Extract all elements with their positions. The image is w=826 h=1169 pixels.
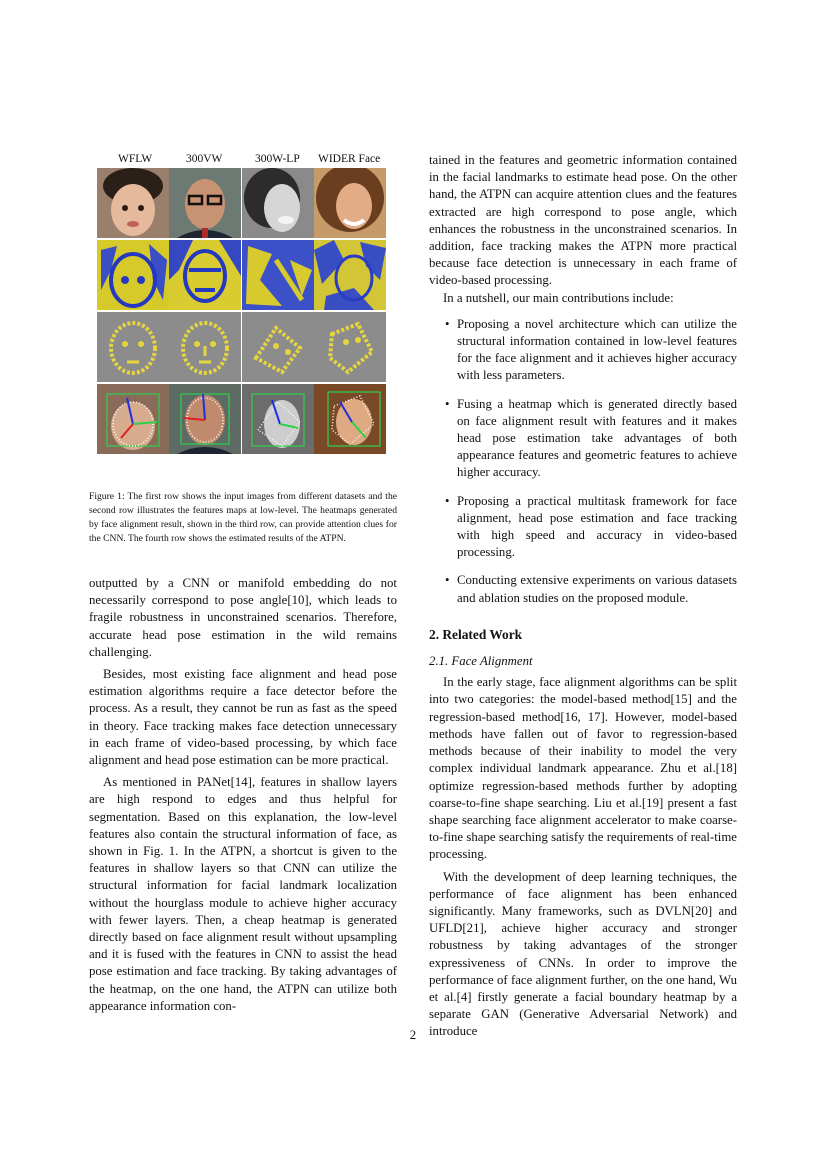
page-number: 2 [409,1028,417,1042]
paragraph: In a nutshell, our main contributions include: [443,290,674,305]
label-300vw: 300VW [186,153,223,165]
result-wider-face [314,384,386,454]
paragraph: With the development of deep learning techniques, the performance of face alignment has been enhanced significantly. Many frameworks, such as DVLN[20] and UFLD[21], achieve higher accuracy and stronger robustness by taking advantages of the stronger expressiveness of CNNs. In order to improve the performance of face alignment further, on the one hand, Wu et al.[4] firstly generate a facial boundary heatmap by a separate GAN (Generative Adversarial Network) and introduce [429,869,737,1039]
feature-map-300vw [169,240,241,310]
feature-map-wflw [97,240,169,310]
section-heading: 2. Related Work [429,626,523,642]
list-item: • Fusing a heatmap which is generated directly based on face alignment result with features and it makes head pose estimation take advantages of both appearance features and geometric features to achieve higher accuracy. [429,396,737,482]
heatmap-300vw [169,312,241,382]
input-image-300vw [169,168,241,238]
heatmap-wider-face [314,312,386,382]
paragraph: As mentioned in PANet[14], features in shallow layers are high respond to edges and thus helpful for segmentation. Based on this explanation, the low-level features also contain the structural information of face, as shown in Fig. 1. In the ATPN, a shortcut is given to the features in shallow layers so that CNN can utilize the structural information for facial landmark localization without the hourglass module to achieve higher accuracy with fewer layers. Then, a cheap heatmap is generated directly based on face alignment result without upsampling and it is fused with the features in CNN to assist the head pose estimation and face tracking. By taking advantages of the heatmap, on the one hand, the ATPN can utilize both appearance information con- [89,775,397,1013]
result-300w-lp [242,384,314,454]
figure-column-labels [97,152,386,168]
paragraph: tained in the features and geometric information contained in the facial landmarks to estimate head pose. On the other hand, the ATPN can acquire attention clues and the features extracted are high correspond to pose angle, which enhances the robustness in the unconstrained scenarios. In addition, face tracking makes the ATPN more practical because face detection is unnecessary in each frame of video-based processing. [429,153,737,288]
result-wflw [97,384,169,454]
list-item: • Proposing a practical multitask framework for face alignment, head pose estimation and face tracking with high speed and accuracy in video-based processing. [429,493,737,562]
result-300vw [169,384,241,454]
figure-1-caption: Figure 1: The first row shows the input images from different datasets and the second row illustrates the features maps at low-level. The heatmaps generated by face alignment result, shown in the third row, can provide attention clues for the CNN. The fourth row shows the estimated results of the ATPN. [89,490,397,544]
heatmap-300w-lp [242,312,314,382]
paragraph: In the early stage, face alignment algorithms can be split into two categories: the model-based method[15] and the regression-based method[16, 17]. However, model-based methods have fallen out of favor to regression-based methods because of their inability to model the very complex individual landmark appearance. Zhu et al.[18] optimize regression-based methods further by adopting coarse-to-fine shape searching. Liu et al.[19] present a fast shape searching face alignment accelerator to make coarse-to-fine shape searching satisfy the requirements of real-time processing. [429,675,737,862]
feature-map-wider-face [314,240,386,310]
paragraph: outputted by a CNN or manifold embedding do not necessarily correspond to pose angle[10], which leads to fragile robustness in unconstrained scenarios. Therefore, accurate head pose estimation in the wild remains challenging. [89,576,397,659]
input-image-300w-lp [242,168,314,238]
heatmap-wflw [97,312,169,382]
right-column [429,152,737,1041]
label-wider-face: WIDER Face [318,153,381,165]
paragraph: Besides, most existing face alignment and head pose estimation algorithms require a face detector before the process. As a result, they cannot be run as fast as the speed in theory. Face tracking makes face detection unnecessary in each frame of video-based processing, by which face alignment and head pose estimation can be more practical. [89,667,397,768]
subsection-heading: 2.1. Face Alignment [429,654,533,669]
list-item: • Proposing a novel architecture which can utilize the structural information contained in low-level features for the face alignment and it achieves higher accuracy with less parameters. [429,316,737,385]
label-300w-lp: 300W-LP [255,153,300,165]
label-wflw: WFLW [118,153,153,165]
left-column [89,575,397,1015]
input-image-wider-face [314,168,386,238]
figure-1 [97,152,386,456]
input-image-wflw [97,168,169,238]
contributions-list [429,316,737,607]
figure-image-grid [97,168,386,456]
list-item: • Conducting extensive experiments on various datasets and ablation studies on the proposed module. [429,572,737,606]
feature-map-300w-lp [242,240,314,310]
